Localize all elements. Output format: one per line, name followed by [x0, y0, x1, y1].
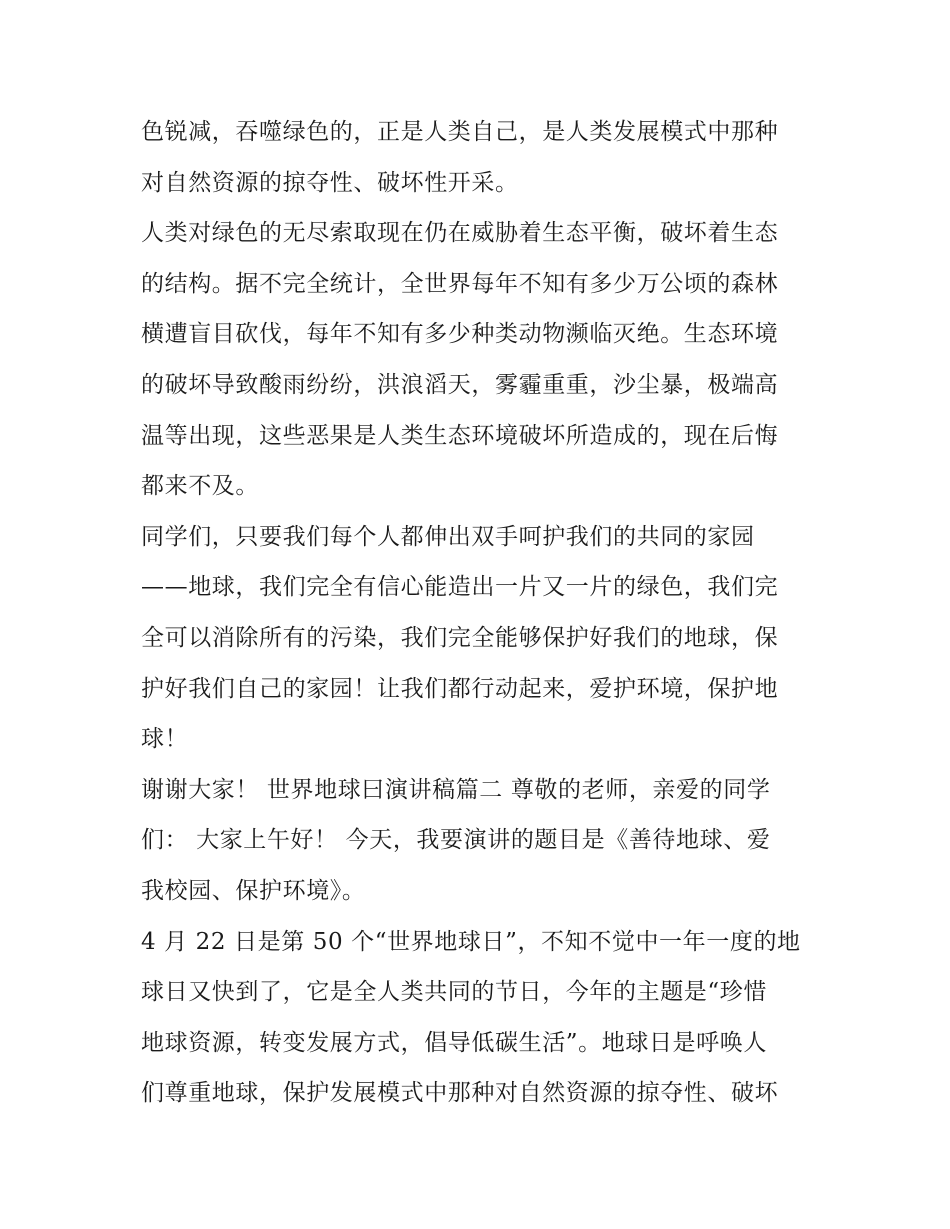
text-line: 横遭盲目砍伐，每年不知有多少种类动物濒临灭绝。生态环境 — [141, 321, 779, 348]
text-line: 谢谢大家！ 世界地球曰演讲稿篇二 尊敬的老师，亲爱的同学 — [141, 776, 771, 803]
text-line: ——地球，我们完全有信心能造出一片又一片的绿色，我们完 — [141, 574, 779, 601]
text-line: 们： 大家上午好！ 今天，我要演讲的题目是《善待地球、爱 — [141, 827, 771, 854]
text-line: 球！ — [141, 726, 189, 753]
text-line: 的结构。据不完全统计，全世界每年不知有多少万公顷的森林 — [141, 270, 779, 297]
text-line: 4 月 22 日是第 50 个“世界地球日”，不知不觉中一年一度的地 — [141, 928, 801, 955]
text-line: 球日又快到了，它是全人类共同的节日，今年的主题是“珍惜 — [141, 979, 767, 1006]
body-text — [141, 107, 821, 1119]
text-line: 色锐减，吞噬绿色的，正是人类自己，是人类发展模式中那种 — [141, 119, 779, 145]
text-line: 们尊重地球，保护发展模式中那种对自然资源的掠夺性、破坏 — [141, 1080, 779, 1107]
text-line: 全可以消除所有的污染，我们完全能够保护好我们的地球，保 — [141, 624, 779, 651]
text-line: 护好我们自己的家园！让我们都行动起来，爱护环境，保护地 — [141, 675, 779, 702]
text-line: 同学们，只要我们每个人都伸出双手呵护我们的共同的家园 — [141, 523, 755, 550]
text-line: 温等出现，这些恶果是人类生态环境破坏所造成的，现在后悔 — [141, 422, 779, 449]
text-line: 地球资源，转变发展方式，倡导低碳生活”。地球日是呼唤人 — [141, 1029, 767, 1056]
text-line: 都来不及。 — [141, 473, 259, 500]
text-line: 的破坏导致酸雨纷纷，洪浪滔天，雾霾重重，沙尘暴，极端高 — [141, 371, 779, 398]
text-line: 对自然资源的掠夺性、破坏性开采。 — [141, 169, 519, 196]
text-line: 人类对绿色的无尽索取现在仍在威胁着生态平衡，破坏着生态 — [141, 220, 779, 247]
text-line: 我校园、保护环境》。 — [141, 877, 366, 904]
